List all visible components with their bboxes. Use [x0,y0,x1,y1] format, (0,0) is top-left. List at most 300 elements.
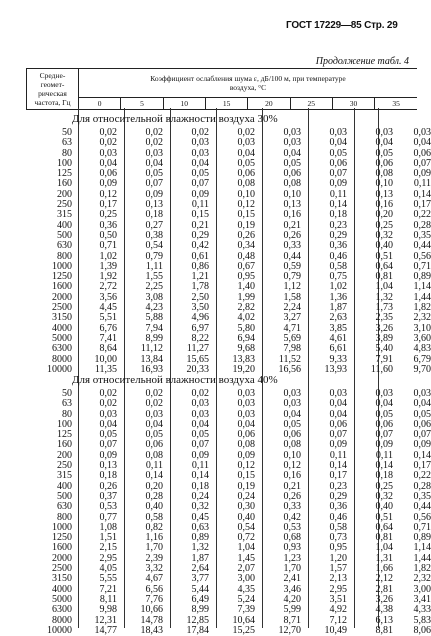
coefficient-cell: 0,29 [191,229,209,241]
coefficient-cell: 0,02 [145,127,163,138]
coefficient-cell: 1,51 [99,532,117,544]
coefficient-cell: 1,02 [99,250,117,262]
coefficient-cell: 0,51 [375,250,393,262]
coefficient-cell: 0,21 [283,480,301,492]
coefficient-cell: 0,71 [99,240,117,252]
coefficient-cell: 0,05 [283,157,301,169]
coefficient-cell: 17,84 [186,624,209,636]
coefficient-cell: 2,82 [237,302,255,314]
frequency-cell: 500 [57,490,72,502]
table-row [26,543,431,553]
temp-header-10: 10 [163,98,205,110]
coefficient-cell: 0,46 [329,511,347,523]
coefficient-cell: 1,82 [413,302,431,314]
coefficient-cell: 1,44 [413,552,431,564]
coefficient-cell: 11,27 [186,343,209,355]
table-row [26,533,431,543]
coefficient-cell: 0,02 [145,137,163,149]
coefficient-cell: 0,05 [413,408,431,420]
coefficient-cell: 1,82 [413,563,431,575]
coefficient-cell: 0,33 [283,501,301,513]
temp-header-5: 5 [121,98,163,110]
coefficient-cell: 0,48 [237,250,255,262]
coefficient-cell: 0,28 [145,490,163,502]
table-row [26,303,431,313]
coefficient-cell: 0,03 [413,127,431,138]
coefficient-cell: 0,21 [283,219,301,231]
frequency-cell: 80 [62,408,72,420]
frequency-cell: 500 [57,229,72,241]
frequency-cell: 6300 [52,343,72,355]
coefficient-cell: 0,81 [375,271,393,283]
coefficient-cell: 1,87 [329,302,347,314]
coefficient-cell: 0,07 [99,439,117,451]
coefficient-cell: 5,83 [413,614,431,626]
coefficient-cell: 0,10 [375,178,393,190]
coefficient-cell: 18,43 [140,624,163,636]
frequency-cell: 1250 [52,271,72,283]
table-row [26,334,431,344]
coefficient-cell: 2,95 [329,583,347,595]
coefficient-cell: 6,61 [329,343,347,355]
coefficient-cell: 0,79 [145,250,163,262]
coefficient-cell: 0,36 [329,240,347,252]
coefficient-cell: 0,07 [191,178,209,190]
coefficient-cell: 0,40 [237,511,255,523]
coefficient-cell: 1,58 [283,291,301,303]
coefficient-cell: 7,39 [237,604,255,616]
coefficient-cell: 2,13 [329,573,347,585]
table-row [26,282,431,292]
coefficient-cell: 0,26 [99,480,117,492]
coefficient-cell: 4,96 [191,312,209,324]
frequency-cell: 1600 [52,281,72,293]
table-row [26,221,431,231]
coefficient-cell: 0,03 [191,137,209,149]
coefficient-cell: 9,68 [237,343,255,355]
coefficient-cell: 0,19 [237,219,255,231]
coefficient-cell: 0,24 [191,490,209,502]
coefficient-cell: 5,88 [145,312,163,324]
table-row [26,190,431,200]
data-grid-30 [26,128,431,375]
coefficient-cell: 11,35 [94,363,117,375]
gost-page-label: ГОСТ 17229—85 Стр. 29 [286,20,398,31]
coefficient-cell: 16,93 [140,363,163,375]
coefficient-cell: 12,85 [186,614,209,626]
frequency-cell: 800 [57,250,72,262]
coefficient-cell: 1,87 [191,552,209,564]
frequency-cell: 8000 [52,353,72,365]
coefficient-cell: 0,42 [191,240,209,252]
coefficient-cell: 0,21 [191,219,209,231]
coefficient-cell: 4,23 [145,302,163,314]
coefficient-cell: 1,21 [191,271,209,283]
coefficient-cell: 8,06 [413,624,431,636]
coefficient-cell: 1,73 [375,302,393,314]
coefficient-cell: 0,32 [375,229,393,241]
frequency-cell: 3150 [52,573,72,585]
coefficient-cell: 0,13 [283,199,301,211]
coefficient-cell: 0,11 [191,199,209,211]
frequency-cell: 630 [57,240,72,252]
coefficient-cell: 2,24 [283,302,301,314]
frequency-cell: 1000 [52,521,72,533]
coefficient-cell: 3,26 [375,322,393,334]
coefficient-cell: 8,11 [99,593,117,605]
table-row [26,293,431,303]
coefficient-cell: 3,77 [191,573,209,585]
coefficient-cell: 0,33 [283,240,301,252]
coefficient-cell: 7,91 [375,353,393,365]
table-row [26,179,431,189]
coefficient-cell: 2,35 [375,312,393,324]
coefficient-cell: 4,61 [329,332,347,344]
frequency-cell: 2500 [52,302,72,314]
frequency-cell: 250 [57,199,72,211]
coefficient-cell: 3,41 [413,593,431,605]
coefficient-cell: 0,42 [283,511,301,523]
coefficient-cell: 0,17 [329,470,347,482]
table-row [26,574,431,584]
coefficient-cell: 0,11 [329,188,347,200]
coefficient-cell: 0,24 [237,490,255,502]
coefficient-cell: 0,44 [413,501,431,513]
table-row [26,626,431,636]
coefficient-cell: 0,03 [283,137,301,149]
coefficient-cell: 3,85 [329,322,347,334]
coefficient-cell: 2,81 [375,583,393,595]
coefficient-cell: 0,18 [99,470,117,482]
coefficient-cell: 0,03 [237,398,255,410]
frequency-cell: 1600 [52,542,72,554]
coefficient-cell: 0,15 [237,209,255,221]
coefficient-cell: 0,06 [413,418,431,430]
coefficient-cell: 12,70 [278,624,301,636]
coefficient-cell: 0,17 [413,199,431,211]
frequency-cell: 6300 [52,604,72,616]
coefficient-cell: 0,05 [375,408,393,420]
coefficient-cell: 0,04 [413,398,431,410]
coefficient-cell: 1,40 [237,281,255,293]
coefficient-cell: 6,79 [413,353,431,365]
coefficient-cell: 0,08 [283,439,301,451]
coefficient-cell: 9,33 [329,353,347,365]
coefficient-cell: 0,71 [413,521,431,533]
table-row [26,461,431,471]
frequency-cell: 63 [62,137,72,149]
coefficient-cell: 1,99 [237,291,255,303]
coefficient-cell: 0,11 [413,178,431,190]
coefficient-cell: 0,54 [237,521,255,533]
coefficient-cell: 1,12 [283,281,301,293]
coefficient-cell: 0,58 [329,521,347,533]
coefficient-cell: 8,71 [283,614,301,626]
coefficient-cell: 5,80 [237,322,255,334]
coefficient-cell: 0,04 [329,408,347,420]
coefficient-cell: 10,66 [140,604,163,616]
coefficient-header: Коэффициент ослабления шума ε, дБ/100 м, при температуре воздуха, °С [79,69,418,98]
coefficient-cell: 0,05 [191,429,209,441]
frequency-cell: 400 [57,219,72,231]
coefficient-cell: 3,60 [413,332,431,344]
coefficient-cell: 0,26 [283,229,301,241]
coefficient-cell: 4,83 [413,343,431,355]
coefficient-cell: 4,38 [375,604,393,616]
table-row [26,231,431,241]
coefficient-cell: 0,23 [329,480,347,492]
coefficient-cell: 0,07 [145,178,163,190]
coefficient-cell: 11,60 [370,363,393,375]
coefficient-cell: 0,05 [145,168,163,180]
coefficient-cell: 0,03 [191,408,209,420]
coefficient-cell: 0,03 [283,127,301,138]
coefficient-cell: 13,83 [232,353,255,365]
coefficient-cell: 0,04 [375,398,393,410]
coefficient-cell: 0,05 [237,157,255,169]
coefficient-cell: 0,12 [283,460,301,472]
coefficient-cell: 0,04 [99,418,117,430]
coefficient-cell: 0,05 [145,429,163,441]
coefficient-cell: 1,32 [191,542,209,554]
coefficient-cell: 14,77 [94,624,117,636]
coefficient-cell: 1,39 [99,260,117,272]
coefficient-cell: 0,28 [413,480,431,492]
coefficient-cell: 4,92 [329,604,347,616]
table-row [26,262,431,272]
coefficient-cell: 0,81 [375,532,393,544]
frequency-cell: 400 [57,480,72,492]
coefficient-cell: 3,26 [375,593,393,605]
coefficient-cell: 0,02 [99,137,117,149]
table-row [26,554,431,564]
coefficient-cell: 0,04 [413,137,431,149]
coefficient-cell: 0,04 [237,147,255,159]
coefficient-cell: 0,10 [283,188,301,200]
coefficient-cell: 0,30 [237,501,255,513]
coefficient-cell: 0,06 [329,418,347,430]
coefficient-cell: 0,25 [99,209,117,221]
coefficient-cell: 6,76 [99,322,117,334]
coefficient-cell: 0,23 [329,219,347,231]
table-row [26,252,431,262]
table-row [26,389,431,399]
coefficient-cell: 0,09 [329,178,347,190]
coefficient-cell: 0,04 [375,137,393,149]
coefficient-cell: 0,40 [375,240,393,252]
frequency-cell: 1000 [52,260,72,272]
coefficient-cell: 3,50 [191,302,209,314]
coefficient-cell: 13,84 [140,353,163,365]
section-title-40: Для относительной влажности воздуха 40% [72,374,278,386]
coefficient-cell: 0,10 [283,449,301,461]
table-continuation-label: Продолжение табл. 4 [315,56,409,67]
coefficient-cell: 0,04 [283,408,301,420]
coefficient-cell: 0,09 [191,449,209,461]
coefficient-cell: 6,94 [237,332,255,344]
coefficient-cell: 7,41 [99,332,117,344]
coefficient-cell: 0,29 [329,229,347,241]
coefficient-cell: 0,22 [413,209,431,221]
coefficient-cell: 0,75 [329,271,347,283]
coefficient-cell: 4,33 [413,604,431,616]
coefficient-cell: 0,06 [237,429,255,441]
coefficient-cell: 0,38 [145,229,163,241]
coefficient-cell: 5,55 [99,573,117,585]
coefficient-cell: 8,81 [375,624,393,636]
coefficient-cell: 1,02 [329,281,347,293]
temp-header-0: 0 [79,98,121,110]
table-row [26,513,431,523]
table-row [26,502,431,512]
coefficient-cell: 0,15 [191,209,209,221]
frequency-cell: 2000 [52,291,72,303]
coefficient-cell: 7,94 [145,322,163,334]
coefficient-cell: 0,02 [99,127,117,138]
table-row [26,616,431,626]
coefficient-cell: 0,95 [329,542,347,554]
frequency-cell: 1250 [52,532,72,544]
frequency-cell: 100 [57,157,72,169]
coefficient-cell: 3,89 [375,332,393,344]
coefficient-cell: 0,02 [99,388,117,399]
coefficient-cell: 0,44 [283,250,301,262]
coefficient-cell: 0,09 [329,439,347,451]
coefficient-cell: 0,22 [413,470,431,482]
coefficient-cell: 0,03 [145,147,163,159]
coefficient-cell: 1,92 [99,271,117,283]
coefficient-cell: 0,34 [237,240,255,252]
coefficient-cell: 0,19 [237,480,255,492]
coefficient-cell: 1,04 [237,542,255,554]
coefficient-cell: 0,44 [413,240,431,252]
frequency-cell: 800 [57,511,72,523]
table-row [26,324,431,334]
frequency-cell: 4000 [52,583,72,595]
coefficient-cell: 4,71 [283,322,301,334]
coefficient-cell: 0,06 [375,418,393,430]
coefficient-cell: 7,12 [329,614,347,626]
table-row [26,159,431,169]
coefficient-cell: 0,58 [329,260,347,272]
coefficient-cell: 0,77 [99,511,117,523]
coefficient-cell: 3,27 [283,312,301,324]
coefficient-cell: 0,14 [145,470,163,482]
coefficient-cell: 2,12 [375,573,393,585]
coefficient-cell: 1,20 [329,552,347,564]
coefficient-cell: 0,03 [283,388,301,399]
coefficient-cell: 0,18 [375,470,393,482]
coefficient-cell: 0,18 [329,209,347,221]
table-row [26,471,431,481]
coefficient-cell: 1,23 [283,552,301,564]
coefficient-cell: 0,50 [99,229,117,241]
coefficient-cell: 0,14 [191,470,209,482]
coefficient-cell: 0,68 [283,532,301,544]
coefficient-cell: 14,78 [140,614,163,626]
table-row [26,420,431,430]
coefficient-cell: 0,89 [413,532,431,544]
frequency-cell: 5000 [52,332,72,344]
coefficient-cell: 10,00 [94,353,117,365]
table-row [26,200,431,210]
coefficient-cell: 0,45 [191,511,209,523]
coefficient-cell: 0,09 [99,449,117,461]
frequency-cell: 315 [57,209,72,221]
coefficient-cell: 0,02 [145,388,163,399]
coefficient-cell: 0,03 [375,388,393,399]
coefficient-cell: 0,07 [329,168,347,180]
coefficient-cell: 6,56 [145,583,163,595]
coefficient-cell: 5,99 [283,604,301,616]
coefficient-cell: 3,00 [237,573,255,585]
coefficient-cell: 0,07 [329,429,347,441]
coefficient-cell: 0,04 [329,398,347,410]
table-row [26,492,431,502]
coefficient-cell: 0,05 [191,168,209,180]
coefficient-cell: 15,25 [232,624,255,636]
coefficient-cell: 0,14 [413,188,431,200]
coefficient-cell: 0,36 [99,219,117,231]
coefficient-cell: 0,16 [283,470,301,482]
temp-header-15: 15 [205,98,247,110]
coefficient-cell: 3,32 [145,563,163,575]
coefficient-cell: 0,20 [375,209,393,221]
coefficient-cell: 16,56 [278,363,301,375]
coefficient-cell: 0,14 [375,460,393,472]
coefficient-cell: 1,16 [145,532,163,544]
coefficient-cell: 2,25 [145,281,163,293]
coefficient-cell: 5,44 [191,583,209,595]
coefficient-cell: 0,71 [413,260,431,272]
temp-header-25: 25 [290,98,332,110]
frequency-cell: 63 [62,398,72,410]
coefficient-cell: 0,05 [329,147,347,159]
coefficient-cell: 0,86 [191,260,209,272]
coefficient-cell: 0,13 [145,199,163,211]
coefficient-cell: 4,35 [237,583,255,595]
table-header [26,68,417,110]
coefficient-cell: 7,76 [145,593,163,605]
coefficient-cell: 0,17 [413,460,431,472]
coefficient-cell: 1,11 [145,260,163,272]
coefficient-cell: 0,95 [237,271,255,283]
coefficient-cell: 0,14 [329,460,347,472]
coefficient-cell: 0,06 [375,157,393,169]
coefficient-cell: 6,49 [191,593,209,605]
coefficient-cell: 0,12 [99,188,117,200]
coefficient-cell: 0,05 [283,418,301,430]
frequency-cell: 10000 [47,624,72,636]
coefficient-cell: 6,13 [375,614,393,626]
coefficient-cell: 0,08 [375,168,393,180]
coefficient-cell: 0,02 [191,127,209,138]
coefficient-cell: 0,04 [99,157,117,169]
coefficient-cell: 0,25 [375,219,393,231]
coefficient-cell: 1,78 [191,281,209,293]
coefficient-cell: 2,50 [191,291,209,303]
coefficient-cell: 0,36 [329,501,347,513]
coefficient-cell: 0,04 [145,157,163,169]
coefficient-cell: 0,10 [237,188,255,200]
coefficient-cell: 15,65 [186,353,209,365]
coefficient-cell: 0,28 [413,219,431,231]
frequency-column-header: Средне- геомет- рическая частота, Гц [27,69,79,110]
coefficient-cell: 1,14 [413,542,431,554]
coefficient-cell: 4,02 [237,312,255,324]
table-row [26,585,431,595]
coefficient-cell: 0,08 [237,178,255,190]
